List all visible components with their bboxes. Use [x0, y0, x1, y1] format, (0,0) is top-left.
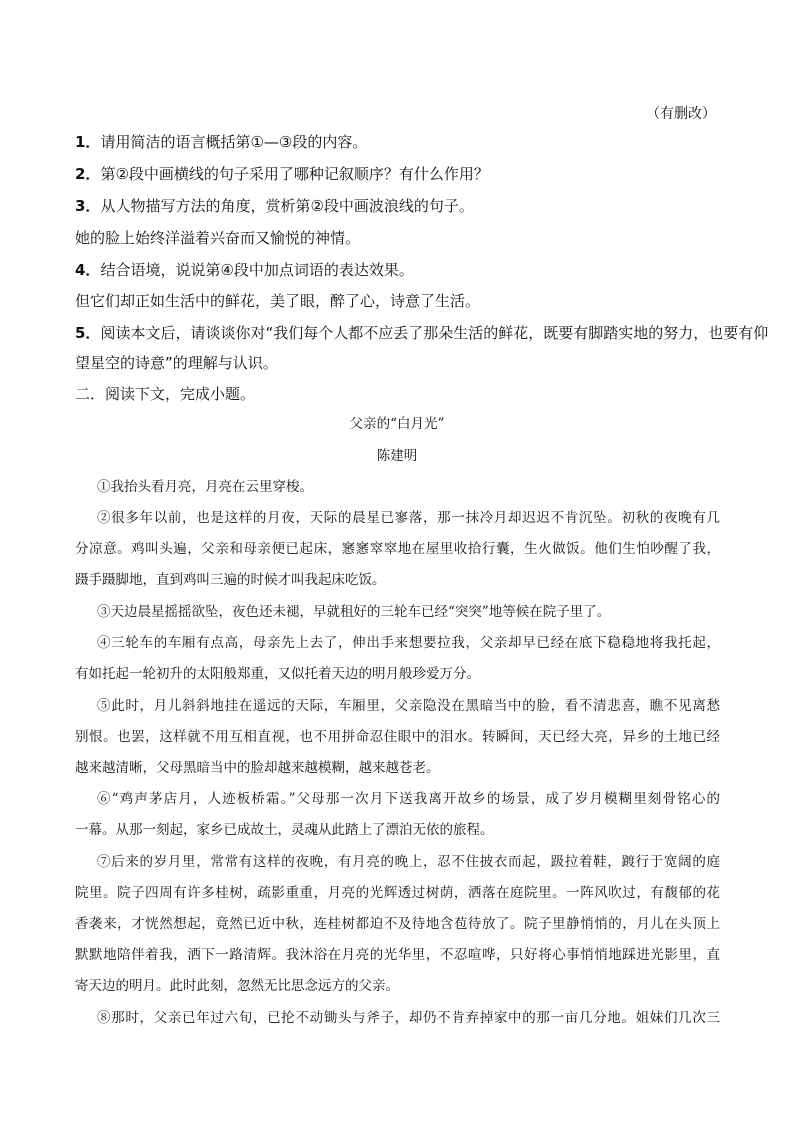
- quoted-sentence: 但它们却正如生活中的鲜花，美了眼，醉了心，诗意了生活。: [75, 292, 481, 310]
- article-paragraph-line: ④三轮车的车厢有点高，母亲先上去了，伸出手来想要拉我，父亲却早已经在底下稳稳地将我托起，: [97, 635, 720, 651]
- quoted-sentence: 她的脸上始终洋溢着兴奋而又愉悦的神情。: [75, 229, 361, 247]
- article-paragraph-line: ①我抬头看月亮，月亮在云里穿梭。: [97, 479, 313, 495]
- section-heading: 二．阅读下文，完成小题。: [75, 385, 256, 403]
- question-4: [75, 260, 720, 280]
- article-paragraph-line: 一幕。从那一刻起，家乡已成故土，灵魂从此踏上了漂泊无依的旅程。: [75, 822, 494, 838]
- article-paragraph-line: 香袭来，才恍然想起，竟然已近中秋，连桂树都迫不及待地含苞待放了。院子里静悄悄的，月儿在头顶上: [75, 916, 720, 932]
- question-text: 从人物描写方法的角度，赏析第②段中画波浪线的句子。: [100, 197, 474, 215]
- question-text: 请用简洁的语言概括第①—③段的内容。: [100, 133, 368, 151]
- question-5-continued: [75, 353, 720, 373]
- article-paragraph-line: 院里。院子四周有许多桂树，疏影重重，月亮的光辉透过树荫，洒落在庭院里。一阵风吹过，有馥郁的花: [75, 885, 720, 901]
- source-note: （有删改）: [646, 106, 716, 122]
- article-paragraph-line: 别恨。也罢，这样就不用互相直视，也不用拼命忍住眼中的泪水。转瞬间，天已经大亮，异乡的土地已经: [75, 729, 720, 745]
- question-text: 望星空的诗意”的理解与认识。: [75, 354, 278, 372]
- question-number: 5．: [75, 324, 101, 342]
- article-title: 父亲的“白月光”: [349, 416, 445, 432]
- article-paragraph-line: ③天边晨星摇摇欲坠，夜色还未褪，早就租好的三轮车已经“突突”地等候在院子里了。: [97, 604, 611, 620]
- question-3-quote: [75, 228, 720, 248]
- question-number: 2．: [75, 165, 101, 183]
- question-1: [75, 132, 720, 152]
- article-author: 陈建明: [376, 448, 418, 464]
- article-paragraph-line: 越来越清晰，父母黑暗当中的脸却越来越模糊，越来越苍老。: [75, 760, 440, 776]
- question-text: 结合语境，说说第④段中加点词语的表达效果。: [100, 261, 414, 279]
- article-paragraph-line: ⑤此时，月儿斜斜地挂在遥远的天际，车厢里，父亲隐没在黑暗当中的脸，看不清悲喜，瞧不见离愁: [97, 698, 720, 714]
- question-2: [75, 164, 720, 184]
- question-text: 第②段中画横线的句子采用了哪种记叙顺序？有什么作用？: [100, 165, 489, 183]
- article-paragraph-line: 有如托起一轮初升的太阳般郑重，又似托着天边的明月般珍爱万分。: [75, 666, 480, 682]
- article-paragraph-line: ⑧那时，父亲已年过六旬，已抡不动锄头与斧子，却仍不肯弃掉家中的那一亩几分地。姐妹们几次三: [97, 1010, 720, 1026]
- question-number: 4．: [75, 261, 101, 279]
- article-paragraph-line: ②很多年以前，也是这样的月夜，天际的晨星已寥落，那一抹冷月却迟迟不肯沉坠。初秋的夜晚有几: [97, 510, 720, 526]
- question-text: 阅读本文后，请谈谈你对“我们每个人都不应丢了那朵生活的鲜花，既要有脚踏实地的努力，也要有仰: [100, 324, 769, 342]
- article-paragraph-line: 蹑手蹑脚地，直到鸡叫三遍的时候才叫我起床吃饭。: [75, 572, 386, 588]
- article-paragraph-line: 寄天边的明月。此时此刻，忽然无比思念远方的父亲。: [75, 978, 399, 994]
- question-4-quote: [75, 291, 720, 311]
- article-paragraph-line: 分凉意。鸡叫头遍，父亲和母亲便已起床，窸窸窣窣地在屋里收拾行囊，生火做饭。他们生怕吵醒了我，: [75, 541, 720, 557]
- question-5: [75, 323, 769, 343]
- question-number: 1．: [75, 133, 101, 151]
- article-paragraph-line: ⑥“鸡声茅店月，人迹板桥霜。”父母那一次月下送我离开故乡的场景，成了岁月模糊里刻骨铭心的: [97, 791, 720, 807]
- article-paragraph-line: ⑦后来的岁月里，常常有这样的夜晚，有月亮的晚上，忍不住披衣而起，趿拉着鞋，踱行于宽阔的庭: [97, 854, 720, 870]
- question-3: [75, 196, 720, 216]
- article-paragraph-line: 默默地陪伴着我，洒下一路清辉。我沐浴在月亮的光华里，不忍喧哗，只好将心事悄悄地踩进光影里，直: [75, 947, 720, 963]
- question-number: 3．: [75, 197, 101, 215]
